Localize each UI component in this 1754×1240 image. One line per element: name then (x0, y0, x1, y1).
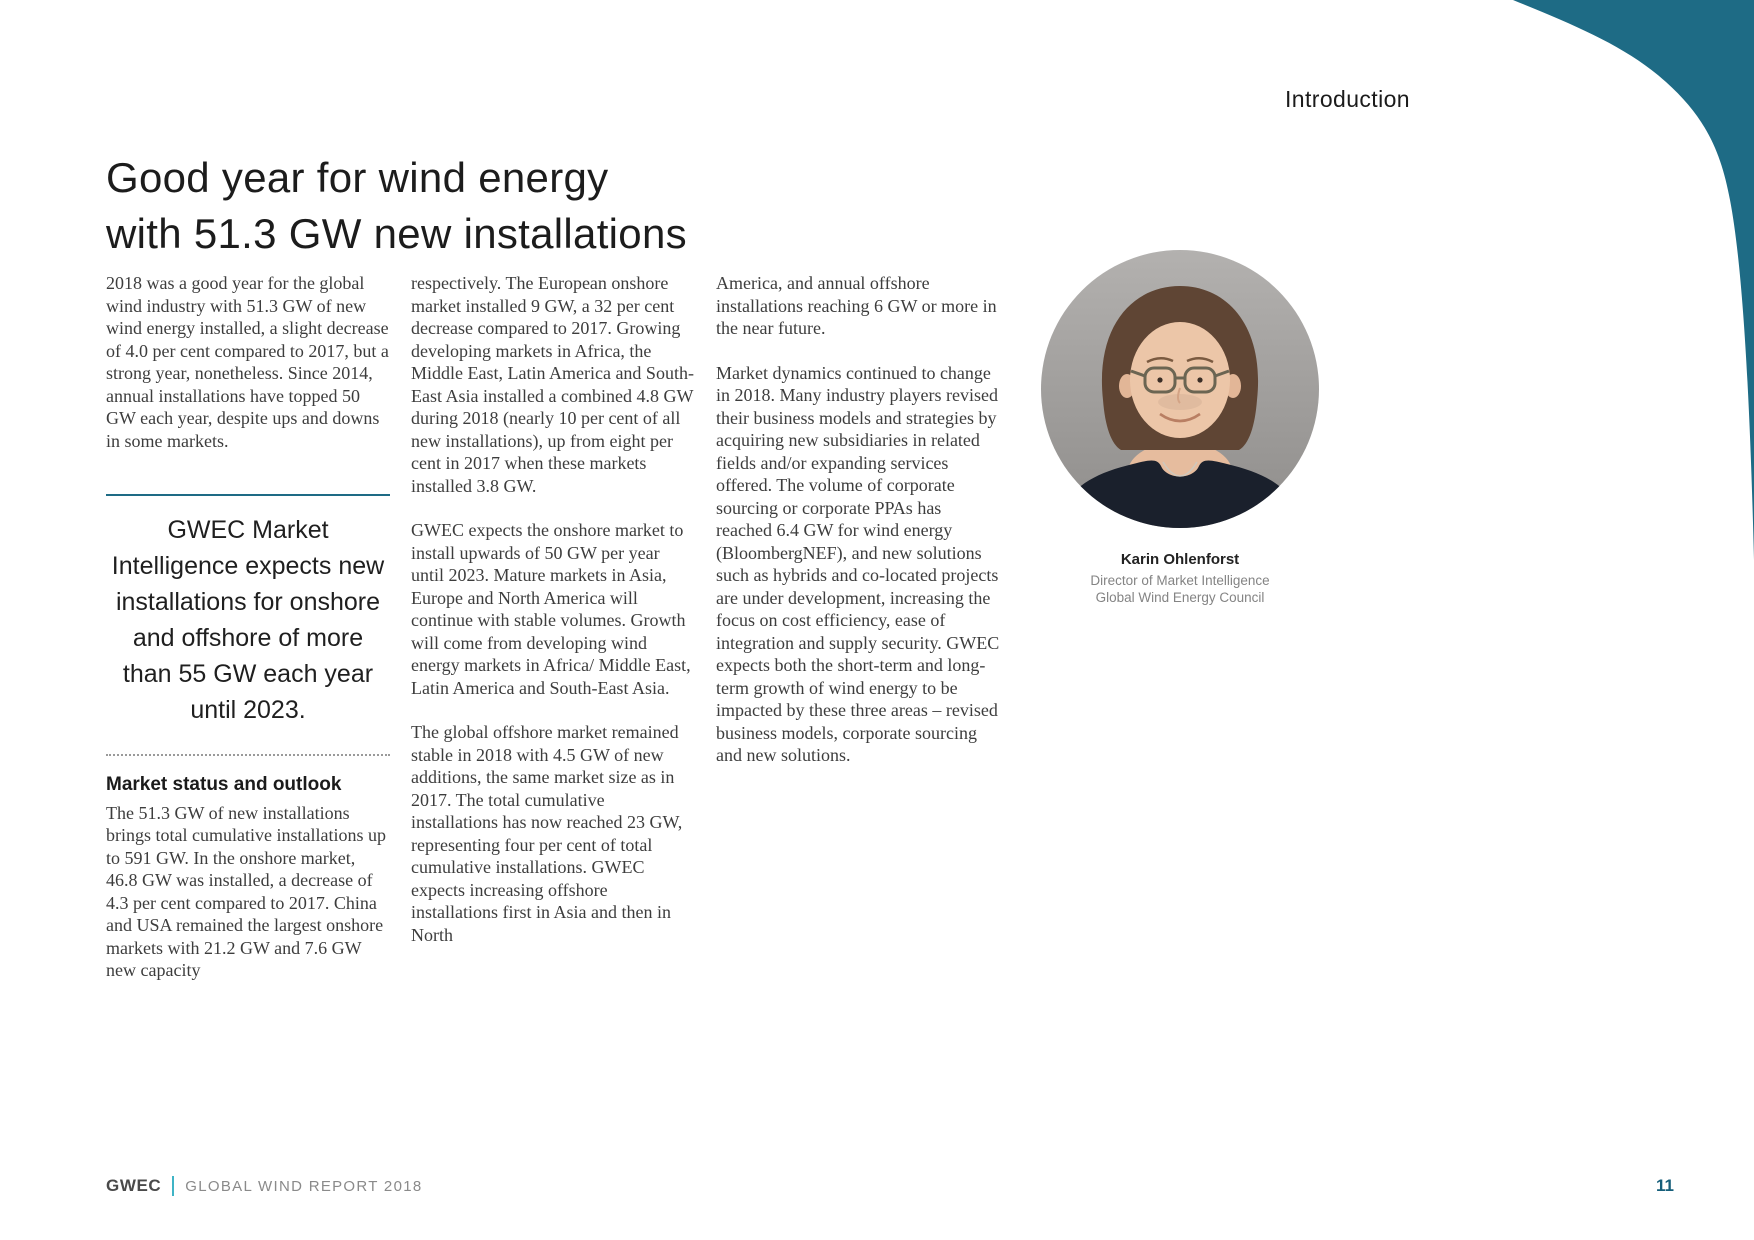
col2-paragraph-1: respectively. The European onshore market installed 9 GW, a 32 per cent decrease compared to 2017. Growing developing markets in Africa, the Middle East, Latin America and South-East Asia installed a combined 4.8 GW during 2018 (nearly 10 per cent of all new installations), up from eight per cent in 2017 when these markets installed 3.8 GW. (411, 273, 694, 496)
column-3 (716, 272, 1000, 1004)
footer-separator-bar (172, 1176, 174, 1196)
footer-report-title: GLOBAL WIND REPORT 2018 (185, 1177, 423, 1195)
pull-quote: GWEC Market Intelligence expects new installations for onshore and offshore of more than 55 GW each year until 2023. (106, 494, 390, 728)
footer-brand-gwec: GWEC (106, 1176, 162, 1195)
portrait-photo (1041, 250, 1319, 528)
section-label: Introduction (1285, 86, 1410, 112)
footer (106, 1176, 423, 1196)
portrait-role: Director of Market Intelligence (1090, 573, 1270, 588)
page-title (106, 150, 687, 262)
col1-paragraph-1: 2018 was a good year for the global wind industry with 51.3 GW of new wind energy installed, a slight decrease of 4.0 per cent compared to 2017, but a strong year, nonetheless. Since 2014, annual installations have topped 50 GW each year, despite ups and downs in some markets. (106, 273, 389, 451)
article-columns (106, 272, 1000, 1004)
col2-paragraph-3: The global offshore market remained stable in 2018 with 4.5 GW of new additions, the same market size as in 2017. The total cumulative installations has now reached 23 GW, representing four per cent of total cumulative installations. GWEC expects increasing offshore installations first in Asia and then in North (411, 722, 683, 945)
dotted-divider (106, 754, 390, 756)
portrait-illustration (1041, 250, 1319, 528)
corner-accent-shape (1374, 0, 1754, 580)
portrait-name: Karin Ohlenforst (1120, 551, 1240, 568)
col3-paragraph-2: Market dynamics continued to change in 2018. Many industry players revised their business models and strategies by acquiring new subsidiaries in related fields and/or expanding services offered. The volume of corporate sourcing or corporate PPAs has reached 6.4 GW for wind energy (BloombergNEF), and new solutions such as hybrids and co-located projects are under development, increasing the focus on cost efficiency, ease of integration and supply security. GWEC expects both the short-term and long-term growth of wind energy to be impacted by these three areas – revised business models, corporate sourcing and new solutions. (716, 362, 1000, 765)
col2-paragraph-2: GWEC expects the onshore market to install upwards of 50 GW per year until 2023. Mature markets in Asia, Europe and North America will continue with stable volumes. Growth will come from developing wind energy markets in Africa/ Middle East, Latin America and South-East Asia. (411, 520, 691, 698)
column-1 (106, 272, 390, 1004)
page-number: 11 (1656, 1176, 1674, 1195)
col3-paragraph-1: America, and annual offshore installations reaching 6 GW or more in the near future. (716, 273, 997, 338)
page-title-line2: with 51.3 GW new installations (106, 210, 687, 257)
portrait-caption (1011, 551, 1349, 606)
portrait-org: Global Wind Energy Council (1095, 590, 1265, 605)
page-title-line1: Good year for wind energy (106, 154, 609, 201)
subheading-market-status: Market status and outlook (106, 774, 342, 795)
col1-paragraph-2: The 51.3 GW of new installations brings total cumulative installations up to 591 GW. In the onshore market, 46.8 GW was installed, a decrease of 4.3 per cent compared to 2017. China and USA remained the largest onshore markets with 21.2 GW and 7.6 GW new capacity (106, 802, 386, 980)
column-2 (411, 272, 695, 1004)
